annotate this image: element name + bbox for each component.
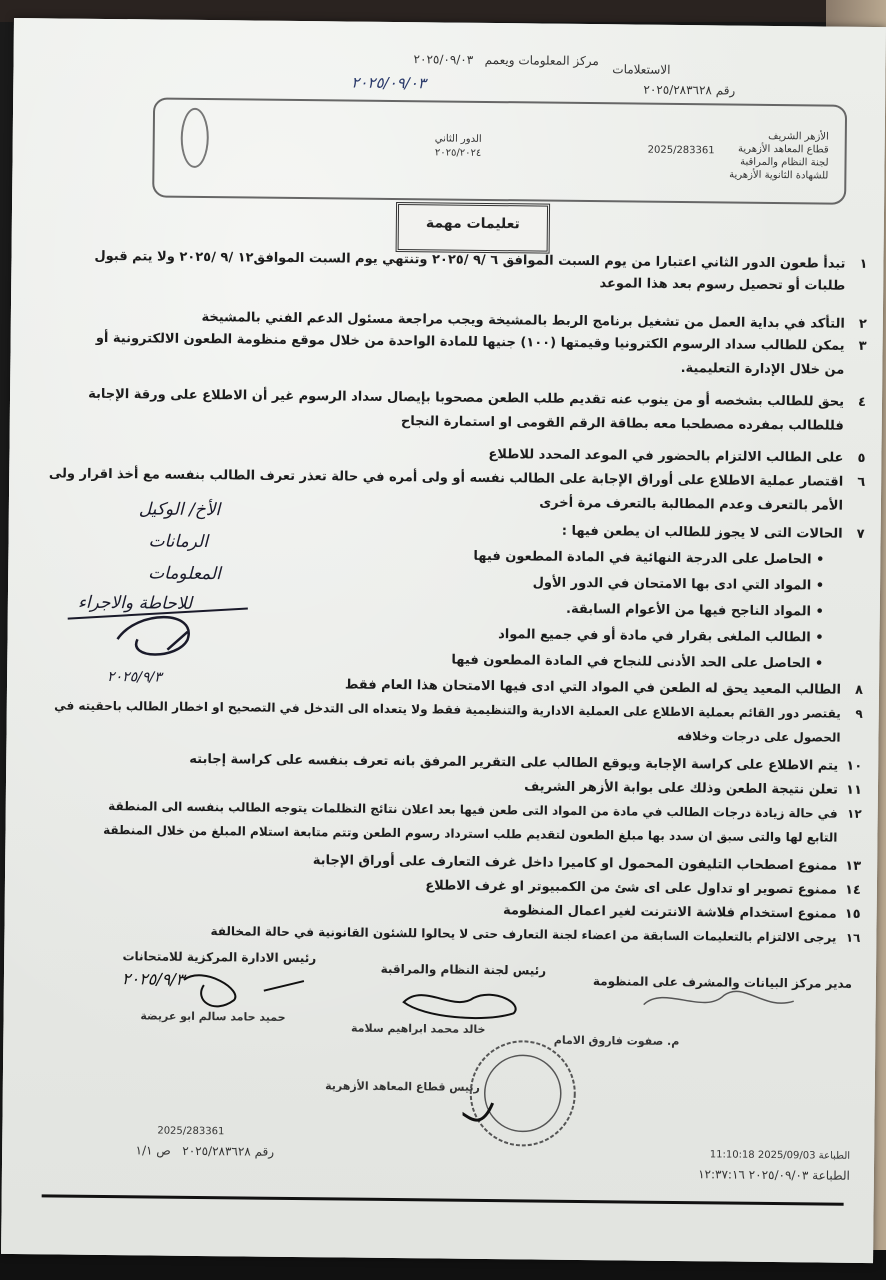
case-text: الحاصل على الدرجة النهائية في المادة المطعون فيها <box>473 548 812 568</box>
instruction-line: ممنوع استخدام فلاشة الانترنت لغير اعمال المنظومة <box>502 903 837 922</box>
handwritten-line: للاحاطة والاجراء <box>77 592 193 614</box>
footer-print-label: الطباعة <box>812 1168 850 1183</box>
case-text: المواد الناجح فيها من الأعوام السابقة. <box>565 601 812 620</box>
instruction-line: على الطالب الالتزام بالحضور في الموعد المحدد للاطلاع <box>488 446 844 466</box>
instruction-number: ٧ <box>856 526 865 542</box>
instruction-number: ١٤ <box>844 882 861 898</box>
signature-title: رئيس الادارة المركزية للامتحانات <box>122 949 317 966</box>
instruction-line: يقتصر دور القائم بعملية الاطلاع على العملية الادارية والتنظيمية فقط ولا يتعداه الى التدخل في التصحيح او اخطار الطالب باحقيته في <box>54 698 841 721</box>
footer-page: ص ١/١ <box>135 1143 171 1158</box>
document-paper <box>1 18 886 1263</box>
ref-number: ٢٠٢٥/٢٨٣٦٢٨ <box>643 82 712 98</box>
signature-date: ٢٠٢٥/٩/٣ <box>121 969 185 989</box>
instruction-number: ٥ <box>857 450 866 466</box>
instruction-9 <box>42 698 862 755</box>
instruction-number: ٩ <box>855 706 863 721</box>
instruction-line: في حالة زيادة درجات الطالب في مادة من المواد التى طعن فيها بعد اعلان نتائج التظلمات يتوجه الطالب بنفسه الى المنطقة <box>108 799 838 821</box>
case-text: المواد التي ادى بها الامتحان في الدور الأول <box>532 575 812 594</box>
handwritten-margin-note <box>47 488 309 701</box>
header-box-line: الأزهر الشريف <box>768 130 829 143</box>
instruction-line: اقتصار عملية الاطلاع على أوراق الإجابة على الطالب نفسه أو ولى أمره في حالة تعذر تعرف الطالب بنفسه مع أخذ اقرار ولى <box>48 466 844 490</box>
instruction-line: تعلن نتيجة الطعن وذلك على بوابة الأزهر الشريف <box>524 779 839 798</box>
header-emblem <box>180 108 209 168</box>
instruction-number: ٦ <box>857 474 866 490</box>
instruction-number: ٢ <box>858 316 867 332</box>
signature-name: م. صفوت فاروق الامام <box>553 1033 680 1049</box>
instruction-line: يحق للطالب بشخصه أو من ينوب عنه تقديم طلب الطعن مصحوبا بإيصال سداد الرسوم غير أن الاطلاع على ورقة الإجابة <box>88 386 845 410</box>
instruction-12 <box>41 798 861 855</box>
handwritten-date: ٢٠٢٥/٩/٣ <box>107 669 162 686</box>
instruction-number: ٤ <box>858 394 867 410</box>
round-year: ٢٠٢٥/٢٠٢٤ <box>434 147 482 159</box>
header-box-line: قطاع المعاهد الأزهرية <box>738 143 829 156</box>
instruction-number: ١١ <box>846 782 863 798</box>
handwritten-line: الأخ/ الوكيل <box>138 499 221 521</box>
header-box-ref: 2025/283361 <box>647 144 715 157</box>
instruction-number: ١٦ <box>845 930 861 945</box>
footer-rule <box>42 1194 844 1205</box>
case-item: • المواد التي ادى بها الامتحان في الدور الأول <box>532 575 825 594</box>
header-box-line: للشهادة الثانوية الأزهرية <box>729 169 829 182</box>
instruction-number: ١٢ <box>846 806 862 821</box>
instruction-line: التابع لها والتى سبق ان سدد بها مبلغ الطعون لتقديم طلب استرداد رسوم الطعن وتتم متابعة استلام المبلغ من خلال المنطقة <box>103 822 838 845</box>
header-box <box>152 97 847 204</box>
footer-small-ref: 2025/283361 <box>157 1125 225 1138</box>
instruction-line: الطالب المعيد يحق له الطعن في المواد التي ادى فيها الامتحان هذا العام فقط <box>344 677 842 698</box>
header-box-line: لجنة النظام والمراقبة <box>740 156 829 169</box>
instruction-line: تبدأ طعون الدور الثاني اعتبارا من يوم السبت الموافق ٦ /٩ /٢٠٢٥ وتنتهي يوم السبت الموافق١٢ /٩ /٢٠٢٥ ولا يتم قبول <box>94 248 846 272</box>
instruction-3 <box>46 330 866 387</box>
instruction-1 <box>47 248 867 305</box>
instruction-line: التأكد في بداية العمل من تشغيل برنامج الربط بالمشيخة ويجب مراجعة مسئول الدعم الفني بالمشيخة <box>201 309 845 332</box>
document-title: تعليمات مهمة <box>425 215 520 233</box>
center-name: مركز المعلومات ويعمم <box>484 52 599 69</box>
document <box>1 18 886 1263</box>
instruction-line: يمكن للطالب سداد الرسوم الكترونيا وقيمتها (١٠٠) جنيها للمادة الواحدة من خلال موقع منظومة الطعون الالكترونية أو <box>95 330 845 354</box>
instruction-line: ممنوع اصطحاب التليفون المحمول او كاميرا داخل غرف التعارف على أوراق الإجابة <box>312 853 838 874</box>
signature-name: خالد محمد ابراهيم سلامة <box>350 1021 486 1036</box>
instruction-4 <box>46 386 866 443</box>
case-item: • الطالب الملغى بقرار في مادة أو في جميع المواد <box>498 627 824 646</box>
bottom-sign-title: رئيس قطاع المعاهد الأزهرية <box>325 1079 480 1094</box>
instruction-number: ١٠ <box>846 758 863 774</box>
header-center-line <box>414 52 599 68</box>
case-item: • الحاصل على الدرجة النهائية في المادة المطعون فيها <box>473 548 825 568</box>
ref-label: رقم <box>715 83 736 98</box>
footer-print <box>698 1167 850 1183</box>
instruction-number: ١٥ <box>844 906 861 922</box>
case-item: • الحاصل على الحد الأدنى للنجاح في المادة المطعون فيها <box>451 652 824 672</box>
instruction-line: من خلال الإدارة التعليمية. <box>680 361 845 378</box>
instruction-line: فللطالب بمفرده مصطحبا معه بطاقة الرقم القومى او استمارة النجاح <box>400 414 844 434</box>
signature-title: رئيس لجنة النظام والمراقبة <box>380 961 547 978</box>
instruction-number: ٣ <box>858 338 867 354</box>
instruction-number: ٨ <box>854 682 864 698</box>
footer-ref <box>135 1143 274 1158</box>
center-date: ٢٠٢٥/٠٩/٠٣ <box>413 52 474 67</box>
handwritten-scribble-icon <box>47 488 309 701</box>
handwritten-line: الرمانات <box>148 531 209 553</box>
instruction-line: الحالات التى لا يجوز للطالب ان يطعن فيها : <box>561 523 843 542</box>
footer-ref-number: ٢٠٢٥/٢٨٣٦٢٨ <box>182 1143 251 1159</box>
instruction-line: الحصول على درجات وخلافه <box>677 728 841 745</box>
title-box <box>396 202 551 254</box>
instruction-line: طلبات أو تحصيل رسوم بعد هذا الموعد <box>599 276 846 294</box>
instruction-line: ممنوع تصوير او تداول على اى شئ من الكمبيوتر او غرف الاطلاع <box>425 878 837 898</box>
instruction-line: يرجى الالتزام بالتعليمات السابقة من اعضاء لجنة التعارف حتى لا يحالوا للشئون القانونية في حالة المخالفة <box>210 924 837 945</box>
header-round <box>435 132 482 160</box>
header-box-lines <box>729 130 829 183</box>
footer-small-print: الطباعة 2025/09/03 11:10:18 <box>709 1149 851 1162</box>
handwritten-line: المعلومات <box>148 563 221 585</box>
header-ref <box>643 83 735 98</box>
center-stamp-number: ٢٠٢٥/٠٩/٠٣ <box>351 73 426 93</box>
instruction-line: الأمر بالتعرف وعدم المطالبة بالتعرف مرة أخرى <box>539 495 844 514</box>
case-text: الحاصل على الحد الأدنى للنجاح في المادة المطعون فيها <box>451 652 811 672</box>
footer-print-datetime: ٢٠٢٥/٠٩/٠٣ ١٢:٣٧:١٦ <box>698 1167 809 1183</box>
instruction-number: ١ <box>859 256 868 272</box>
instruction-number: ١٣ <box>845 858 862 874</box>
round-label: الدور الثاني <box>434 133 482 145</box>
case-text: الطالب الملغى بقرار في مادة أو في جميع المواد <box>498 627 811 646</box>
official-seal-icon <box>462 1033 583 1154</box>
signature-name: حميد حامد سالم ابو عريضة <box>140 1009 286 1024</box>
signature-title: مدير مركز البيانات والمشرف على المنظومة <box>592 974 853 991</box>
footer-ref-label: رقم <box>254 1144 275 1159</box>
case-item: • المواد الناجح فيها من الأعوام السابقة. <box>565 601 824 620</box>
inquiry-label: الاستعلامات <box>612 62 671 77</box>
instruction-line: يتم الاطلاع على كراسة الإجابة ويوقع الطالب على التقرير المرفق بانه تعرف بنفسه على كراسة إجابته <box>189 751 839 774</box>
